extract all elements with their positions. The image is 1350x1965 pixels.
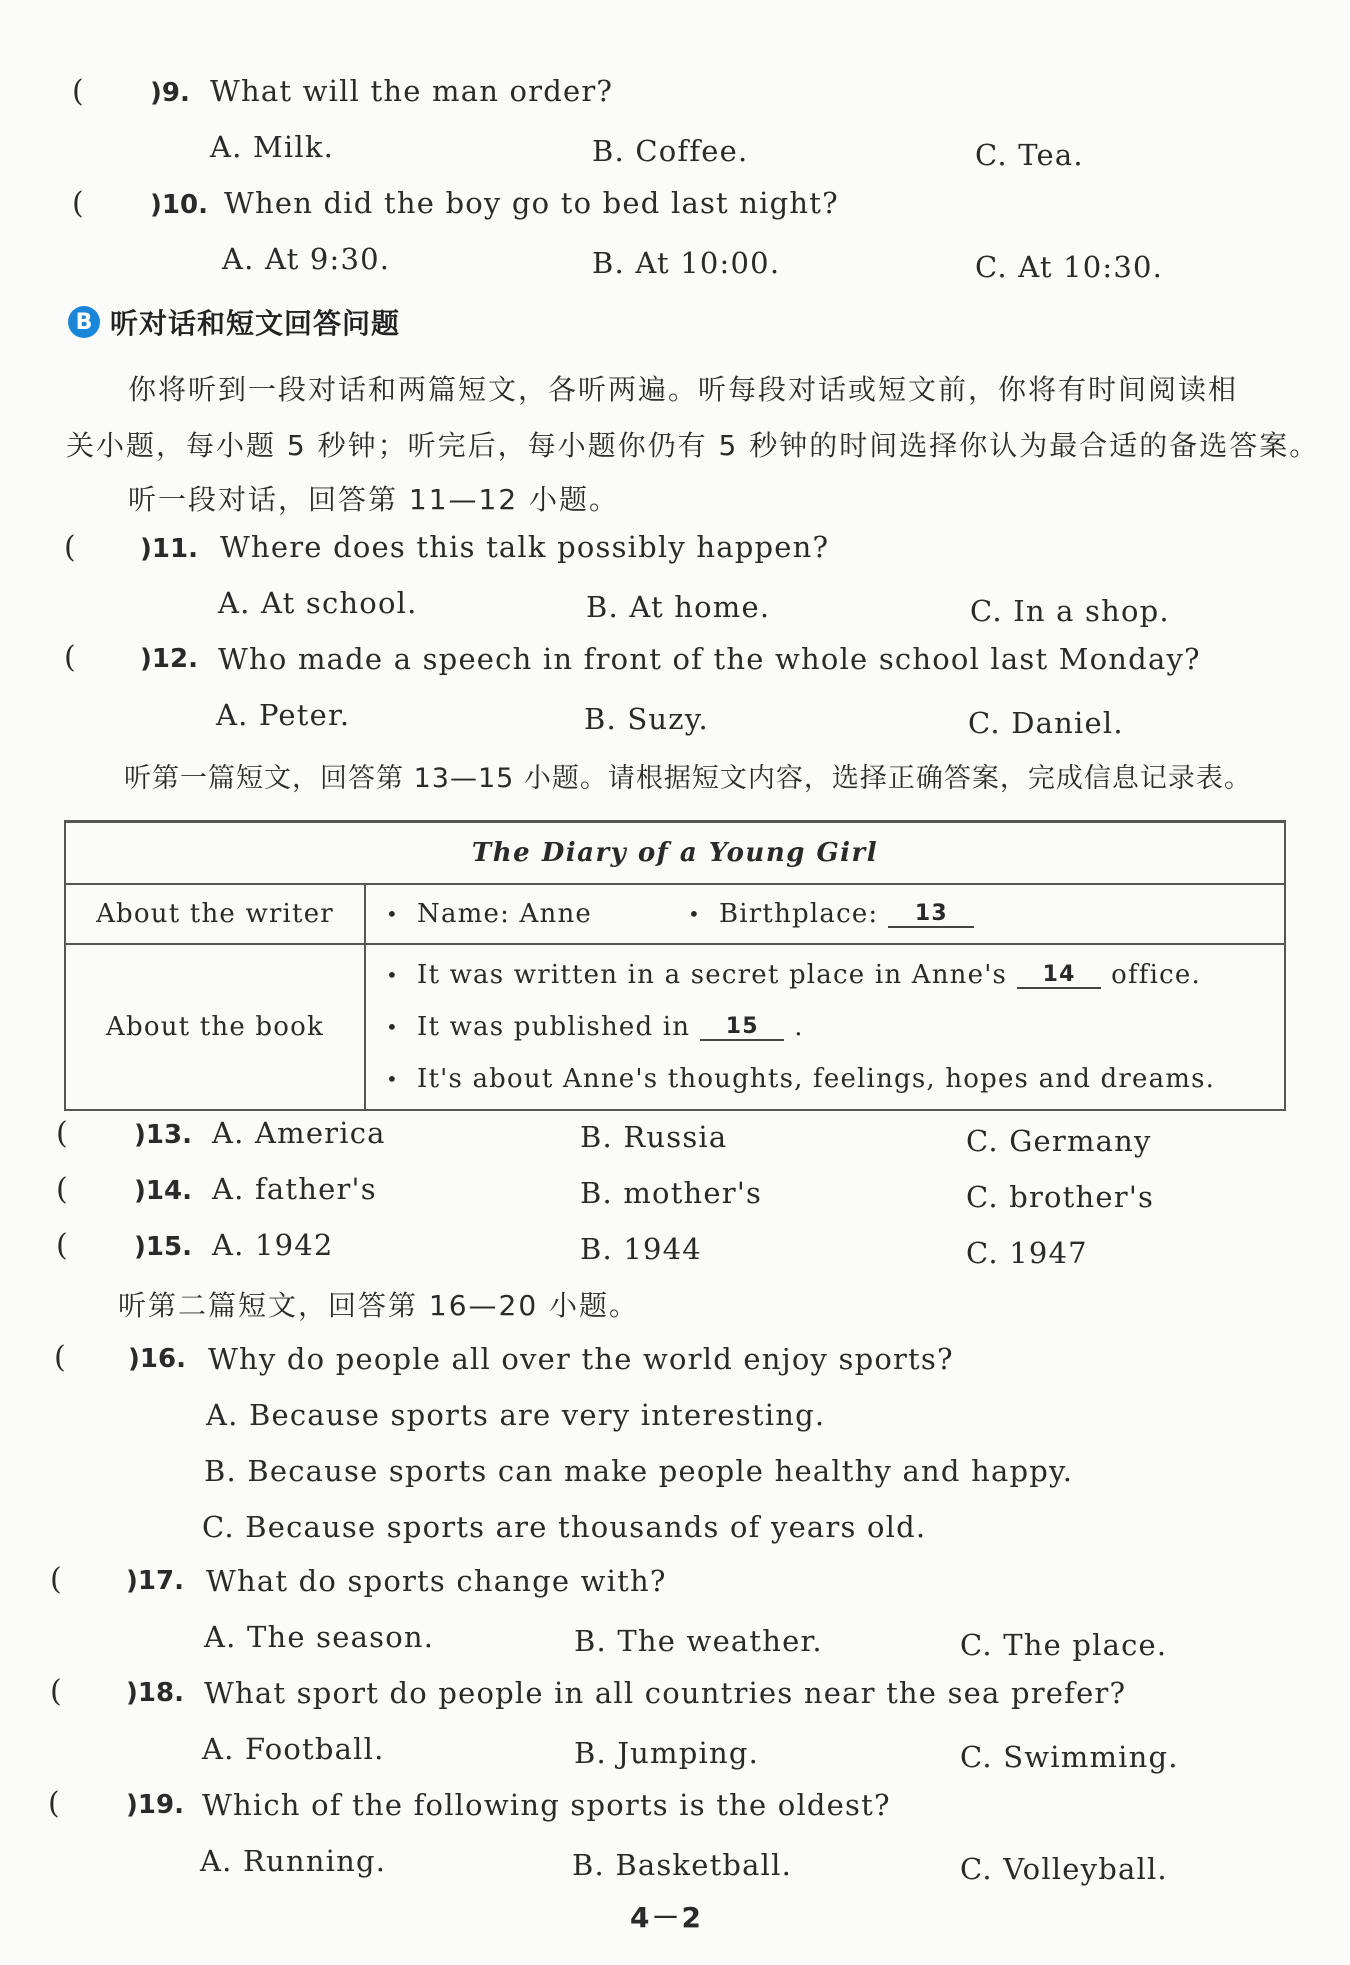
writer-info-cell <box>365 884 1285 944</box>
q11-option-b[interactable]: B. At home. <box>586 590 771 624</box>
instructions-line-2: 关小题，每小题 5 秒钟；听完后，每小题你仍有 5 秒钟的时间选择你认为最合适的备选答案。 <box>66 429 1320 462</box>
q17-option-a[interactable]: A. The season. <box>204 1620 435 1654</box>
q16-option-c[interactable]: C. Because sports are thousands of years old. <box>202 1510 927 1544</box>
q13-option-a[interactable]: A. America <box>212 1116 386 1150</box>
q12-option-a[interactable]: A. Peter. <box>216 698 351 732</box>
question-number-15: )15. <box>134 1232 192 1262</box>
answer-paren[interactable]: ( <box>56 1228 68 1263</box>
book-line-2: It was published in <box>417 1012 691 1042</box>
question-number-10: )10. <box>150 190 208 220</box>
bullet-icon: • <box>386 963 399 987</box>
q14-option-b[interactable]: B. mother's <box>580 1176 763 1210</box>
bullet-icon: • <box>386 1015 399 1039</box>
question-12-text: Who made a speech in front of the whole school last Monday? <box>218 642 1201 676</box>
answer-paren[interactable]: ( <box>64 640 76 675</box>
answer-paren[interactable]: ( <box>72 74 84 109</box>
birthplace-label: Birthplace: <box>718 899 879 929</box>
instructions-line-1: 你将听到一段对话和两篇短文，各听两遍。听每段对话或短文前，你将有时间阅读相 <box>128 373 1239 406</box>
q16-option-a[interactable]: A. Because sports are very interesting. <box>206 1398 826 1432</box>
q15-option-a[interactable]: A. 1942 <box>212 1228 334 1262</box>
q9-option-b[interactable]: B. Coffee. <box>592 134 749 168</box>
q14-option-a[interactable]: A. father's <box>212 1172 377 1206</box>
table-title: The Diary of a Young Girl <box>65 822 1285 885</box>
q18-option-a[interactable]: A. Football. <box>202 1732 385 1766</box>
question-number-13: )13. <box>134 1120 192 1150</box>
q17-option-b[interactable]: B. The weather. <box>574 1624 823 1658</box>
question-10-text: When did the boy go to bed last night? <box>224 186 839 220</box>
diary-info-table <box>64 820 1286 1111</box>
q9-option-a[interactable]: A. Milk. <box>210 130 335 164</box>
question-number-17: )17. <box>126 1566 184 1596</box>
name-field: Name: Anne <box>417 899 592 929</box>
q9-option-c[interactable]: C. Tea. <box>975 138 1084 172</box>
answer-paren[interactable]: ( <box>50 1674 62 1709</box>
book-line-3: It's about Anne's thoughts, feelings, hopes and dreams. <box>417 1064 1216 1094</box>
q15-option-b[interactable]: B. 1944 <box>580 1232 702 1266</box>
row-label-writer: About the writer <box>65 884 365 944</box>
answer-paren[interactable]: ( <box>72 186 84 221</box>
q18-option-c[interactable]: C. Swimming. <box>960 1740 1179 1774</box>
q13-option-b[interactable]: B. Russia <box>580 1120 728 1154</box>
answer-paren[interactable]: ( <box>54 1340 66 1375</box>
q12-option-c[interactable]: C. Daniel. <box>968 706 1124 740</box>
q11-option-a[interactable]: A. At school. <box>218 586 418 620</box>
question-17-text: What do sports change with? <box>206 1564 667 1598</box>
question-18-text: What sport do people in all countries near the sea prefer? <box>204 1676 1127 1710</box>
book-line-1: It was written in a secret place in Anne's <box>417 960 1008 990</box>
bullet-icon: • <box>386 1067 399 1091</box>
question-9-text: What will the man order? <box>210 74 614 108</box>
question-16-text: Why do people all over the world enjoy sports? <box>208 1342 954 1376</box>
blank-14[interactable]: 14 <box>1017 962 1101 989</box>
answer-paren[interactable]: ( <box>64 530 76 565</box>
q18-option-b[interactable]: B. Jumping. <box>574 1736 760 1770</box>
section-b-title: 听对话和短文回答问题 <box>110 307 401 340</box>
answer-paren[interactable]: ( <box>56 1116 68 1151</box>
question-19-text: Which of the following sports is the oldest? <box>202 1788 891 1822</box>
q19-option-c[interactable]: C. Volleyball. <box>960 1852 1168 1886</box>
book-info-cell <box>365 944 1285 1110</box>
q17-option-c[interactable]: C. The place. <box>960 1628 1168 1662</box>
book-line-2-end: . <box>794 1012 804 1042</box>
blank-15[interactable]: 15 <box>700 1014 784 1041</box>
book-line-1-end: office. <box>1111 960 1201 990</box>
question-number-9: )9. <box>150 78 190 108</box>
q12-option-b[interactable]: B. Suzy. <box>584 702 709 736</box>
bullet-icon: • <box>386 902 399 926</box>
q19-option-a[interactable]: A. Running. <box>200 1844 387 1878</box>
dialogue-intro: 听一段对话，回答第 11—12 小题。 <box>128 483 620 516</box>
q11-option-c[interactable]: C. In a shop. <box>970 594 1170 628</box>
q13-option-c[interactable]: C. Germany <box>966 1124 1152 1158</box>
blank-13[interactable]: 13 <box>888 901 974 928</box>
question-number-11: )11. <box>140 534 198 564</box>
question-number-16: )16. <box>128 1344 186 1374</box>
question-number-19: )19. <box>126 1790 184 1820</box>
q15-option-c[interactable]: C. 1947 <box>966 1236 1088 1270</box>
q10-option-a[interactable]: A. At 9:30. <box>222 242 391 276</box>
question-number-14: )14. <box>134 1176 192 1206</box>
row-label-book: About the book <box>65 944 365 1110</box>
answer-paren[interactable]: ( <box>56 1172 68 1207</box>
answer-paren[interactable]: ( <box>50 1562 62 1597</box>
section-b-badge: B <box>68 306 100 338</box>
q10-option-c[interactable]: C. At 10:30. <box>975 250 1164 284</box>
question-11-text: Where does this talk possibly happen? <box>220 530 830 564</box>
section-b-heading <box>68 302 400 342</box>
answer-paren[interactable]: ( <box>48 1786 60 1821</box>
q19-option-b[interactable]: B. Basketball. <box>572 1848 793 1882</box>
bullet-icon: • <box>687 902 701 926</box>
q14-option-c[interactable]: C. brother's <box>966 1180 1155 1214</box>
passage-1-intro: 听第一篇短文，回答第 13—15 小题。请根据短文内容，选择正确答案，完成信息记录表。 <box>124 763 1252 794</box>
question-number-18: )18. <box>126 1678 184 1708</box>
passage-2-intro: 听第二篇短文，回答第 16—20 小题。 <box>118 1289 640 1322</box>
q10-option-b[interactable]: B. At 10:00. <box>592 246 781 280</box>
page-number: 4－2 <box>630 1901 703 1934</box>
q16-option-b[interactable]: B. Because sports can make people healthy and happy. <box>204 1454 1074 1488</box>
question-number-12: )12. <box>140 644 198 674</box>
